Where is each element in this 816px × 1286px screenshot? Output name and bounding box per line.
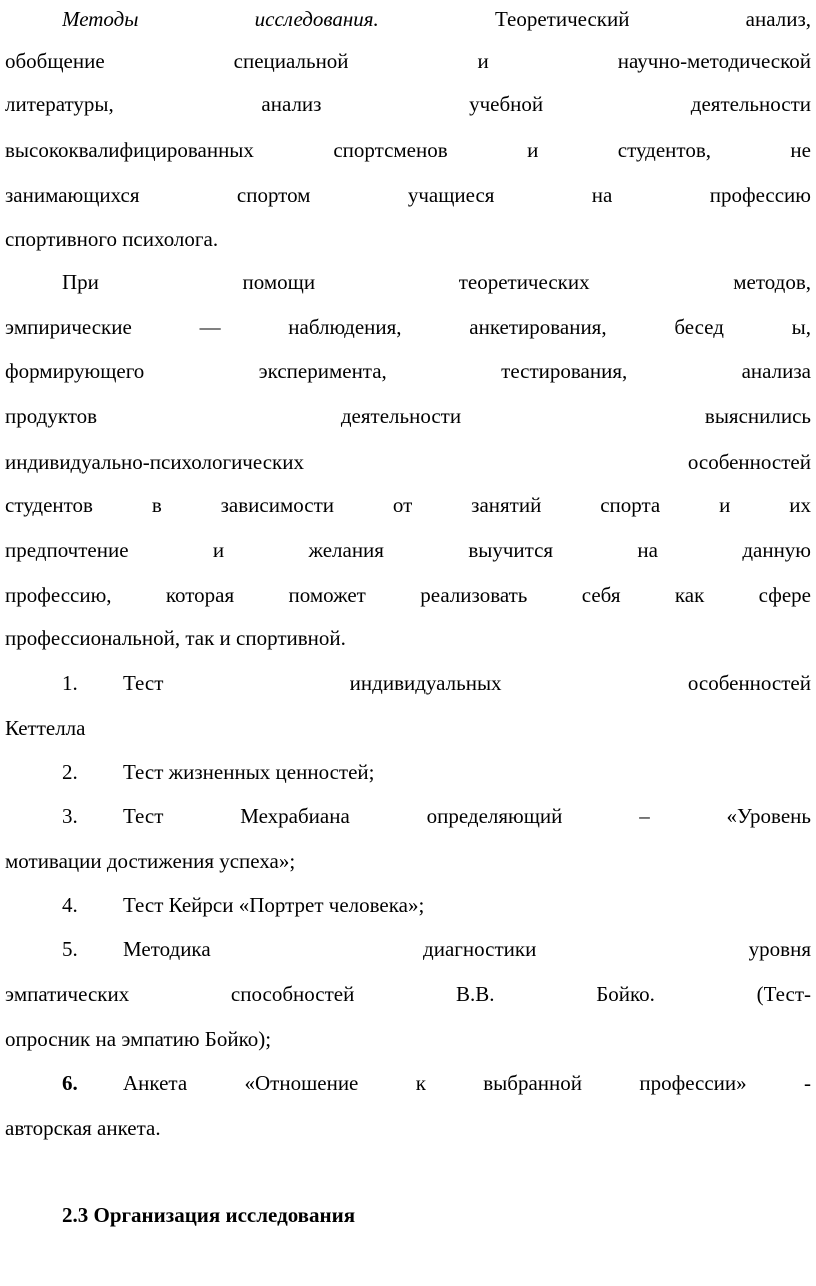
test-4-number: 4. [62,893,78,917]
paragraph-1-line-2: обобщение специальной и научно-методической [5,49,811,73]
test-6-number: 6. [62,1071,78,1095]
test-2-number: 2. [62,760,78,784]
paragraph-1-line-3: литературы, анализ учебной деятельности [5,92,811,116]
section-heading: 2.3 Организация исследования [62,1203,356,1227]
test-3-line-2: мотивации достижения успеха»; [5,849,296,873]
test-6-line-2: авторская анкета. [5,1116,161,1140]
test-4-line-1: Тест Кейрси «Портрет человека»; [123,893,425,917]
test-2-line-1: Тест жизненных ценностей; [123,760,375,784]
paragraph-2-line-8: профессию, которая поможет реализовать себя как сфере [5,583,811,607]
test-6-line-1: Анкета «Отношение к выбранной профессии» - [123,1071,811,1095]
test-5-line-3: опросник на эмпатию Бойко); [5,1027,272,1051]
paragraph-2-line-4: продуктов деятельности выяснились [5,404,811,428]
paragraph-1-line-5: занимающихся спортом учащиеся на профессию [5,183,811,207]
paragraph-1-line-6: спортивного психолога. [5,227,219,251]
paragraph-1-line-1 [62,4,811,34]
paragraph-2-line-3: формирующего эксперимента, тестирования, анализа [5,359,811,383]
test-5-number: 5. [62,937,78,961]
paragraph-2-line-5: индивидуально-психологических особенностей [5,450,811,474]
paragraph-2-line-6: студентов в зависимости от занятий спорта и их [5,493,811,517]
methods-lead-italic: Методы исследования. [62,7,379,31]
paragraph-2-line-9: профессиональной, так и спортивной. [5,626,346,650]
test-3-line-1: Тест Мехрабиана определяющий – «Уровень [123,804,811,828]
paragraph-2-line-7: предпочтение и желания выучится на данную [5,538,811,562]
test-1-line-2: Кеттелла [5,716,86,740]
paragraph-2-line-1: При помощи теоретических методов, [62,270,811,294]
test-5-line-2: эмпатических способностей В.В. Бойко. (Тест- [5,982,811,1006]
test-5-line-1: Методика диагностики уровня [123,937,811,961]
paragraph-2-line-2: эмпирические — наблюдения, анкетирования, бесед ы, [5,315,811,339]
test-3-number: 3. [62,804,78,828]
test-1-line-1: Тест индивидуальных особенностей [123,671,811,695]
paragraph-1-line-4: высококвалифицированных спортсменов и студентов, не [5,138,811,162]
paragraph-1-line-1-rest: Теоретический анализ, [495,7,811,31]
test-1-number: 1. [62,671,78,695]
